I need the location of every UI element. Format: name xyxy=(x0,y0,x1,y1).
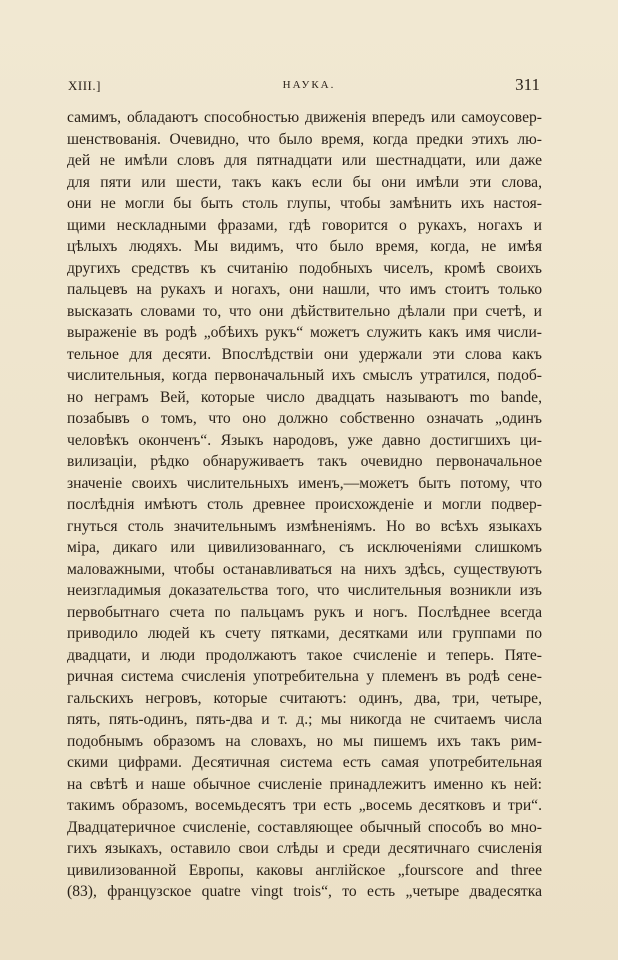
text-line: гнуться столь значительнымъ измѣненіямъ. Но во всѣхъ языкахъ xyxy=(67,517,542,535)
text-line: гихъ языкахъ, оставило свои слѣды и среди десятичнаго счисленія xyxy=(67,840,542,857)
text-line: неизгладимыя доказательства того, что числительныя возникли изъ xyxy=(67,582,542,599)
text-line: они не могли бы быть столь глупы, чтобы замѣнить ихъ настоя- xyxy=(67,195,542,212)
chapter-number: XIII.] xyxy=(68,78,101,93)
text-line: вилизаціи, рѣдко обнаруживаетъ такъ очевидно первоначальное xyxy=(67,453,542,470)
text-line: гальскихъ негровъ, которые считаютъ: одинъ, два, три, четыре, xyxy=(67,689,542,707)
text-line: маловажными, чтобы останавливаться на нихъ здѣсь, существуютъ xyxy=(67,560,542,578)
text-line: такимъ образомъ, восемьдесятъ три есть „восемь десятковъ и три“. xyxy=(67,797,542,814)
text-line: пальцевъ на рукахъ и ногахъ, они нашли, что имъ стоитъ только xyxy=(67,281,542,298)
text-line: для пяти или шести, такъ какъ если бы они имѣли эти слова, xyxy=(67,173,542,191)
text-line: числительныя, когда первоначальный ихъ смыслъ утратился, подоб- xyxy=(67,367,542,384)
text-line: тельное для десяти. Впослѣдствіи они удержали эти слова какъ xyxy=(67,345,542,363)
text-line: щими нескладными фразами, гдѣ говорится о рукахъ, ногахъ и xyxy=(67,216,542,234)
body-text xyxy=(67,107,542,903)
text-line: позабывъ о томъ, что оно должно собственно означать „одинъ xyxy=(67,410,542,427)
text-line: приводило людей къ счету пятками, десятками или группами по xyxy=(67,625,542,642)
text-line: значеніе своихъ числительныхъ именъ,—можетъ быть потому, что xyxy=(67,474,542,492)
text-line: скими цифрами. Десятичная система есть самая употребительная xyxy=(67,754,542,771)
text-line: шенствованія. Очевидно, что было время, когда предки этихъ лю- xyxy=(67,130,542,148)
text-line: подобнымъ образомъ на словахъ, но мы пишемъ ихъ такъ рим- xyxy=(67,732,542,750)
text-line: но неграмъ Вей, которые число двадцать называютъ mo bande, xyxy=(67,388,542,406)
text-line: другихъ средствъ къ считанію подобныхъ чиселъ, кромѣ своихъ xyxy=(67,259,542,277)
text-line: человѣкъ оконченъ“. Языкъ народовъ, уже давно достигшихъ ци- xyxy=(67,431,542,449)
section-title: НАУКА. xyxy=(282,79,336,91)
text-line: цивилизованной Европы, каковы англійское „fourscore and three xyxy=(67,861,542,879)
text-line: дей не имѣли словъ для пятнадцати или шестнадцати, или даже xyxy=(67,152,542,169)
text-line: ричная система счисленія употребительна у племенъ въ родѣ сене- xyxy=(67,668,542,685)
text-line: двадцати, и люди продолжаютъ такое счисленіе и теперь. Пяте- xyxy=(67,646,542,664)
running-header xyxy=(0,75,618,98)
text-line: выраженіе въ родѣ „обѣихъ рукъ“ можетъ служить какъ имя числи- xyxy=(67,324,542,341)
text-line: первобытнаго счета по пальцамъ рукъ и ногъ. Послѣднее всегда xyxy=(67,603,542,621)
text-line: цѣлыхъ людяхъ. Мы видимъ, что было время, когда, не имѣя xyxy=(67,238,542,255)
text-line: самимъ, обладаютъ способностью движенія впередъ или самоусовер- xyxy=(67,109,542,126)
text-line: на свѣтѣ и наше обычное счисленіе принадлежитъ именно къ ней: xyxy=(67,775,542,793)
text-line: высказать словами то, что они дѣйствительно дѣлали при счетѣ, и xyxy=(67,302,542,320)
text-line: послѣднія имѣютъ столь древнее происхожденіе и могли подвер- xyxy=(67,496,542,513)
text-line: пять, пять-одинъ, пять-два и т. д.; мы никогда не считаемъ числа xyxy=(67,711,542,728)
text-line: міра, дикаго или цивилизованнаго, съ исключеніями слишкомъ xyxy=(67,539,542,556)
text-line: (83), французское quatre vingt trois“, то есть „четыре двадесятка xyxy=(67,883,542,900)
page-number: 311 xyxy=(515,75,540,94)
text-line: Двадцатеричное счисленіе, составляющее обычный способъ во мно- xyxy=(67,818,542,836)
